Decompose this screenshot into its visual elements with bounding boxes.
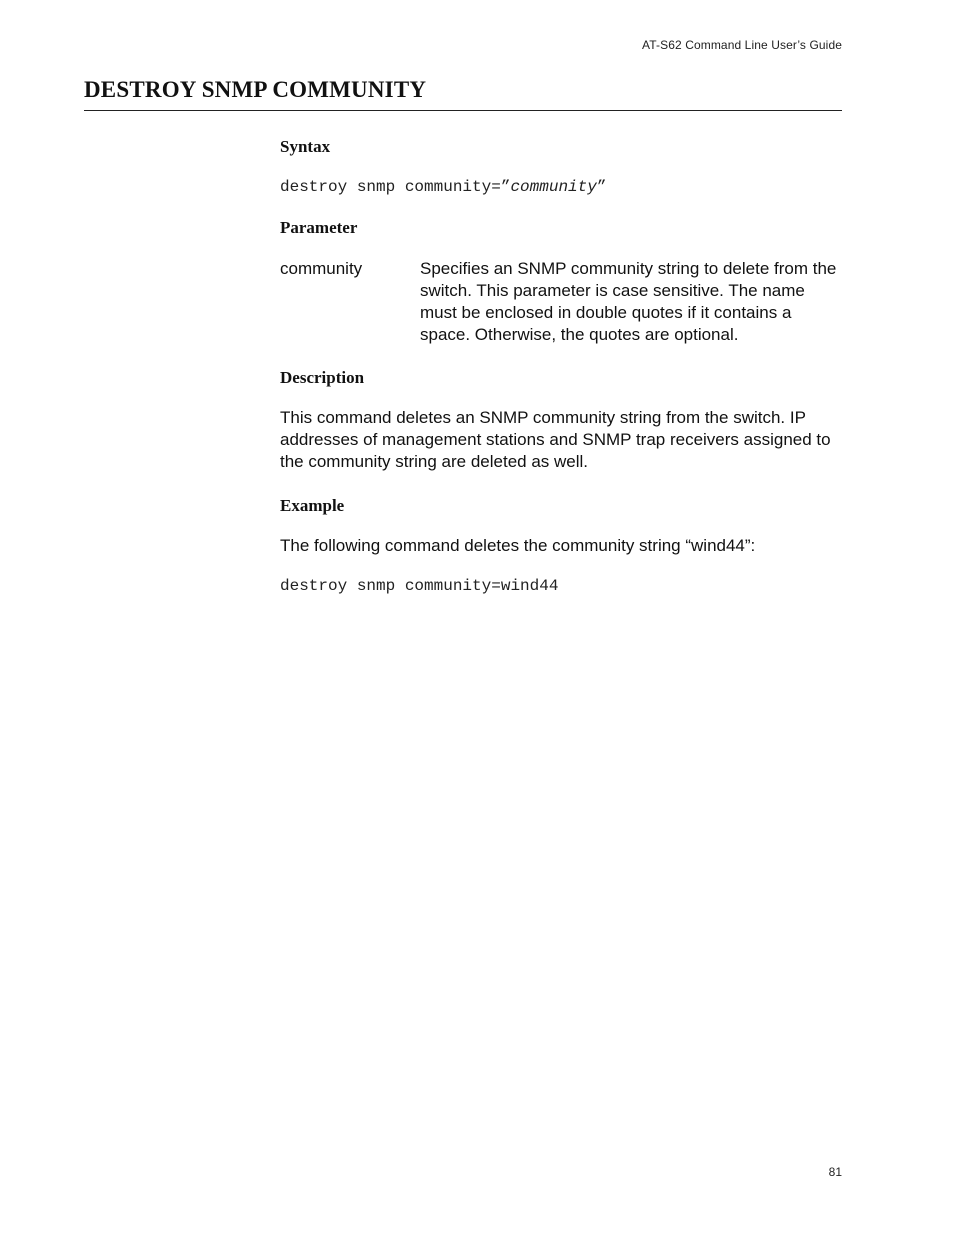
syntax-heading: Syntax — [280, 137, 331, 156]
syntax-command-suffix: ” — [596, 178, 607, 196]
syntax-command — [280, 178, 606, 196]
example-intro: The following command deletes the community string “wind44”: — [280, 536, 756, 555]
example-heading: Example — [280, 496, 345, 515]
description-text: This command deletes an SNMP community string from the switch. IP addresses of management stations and SNMP trap receivers assigned to the community string are deleted as well. — [280, 408, 831, 471]
syntax-command-variable: community — [510, 178, 597, 196]
page-number: 81 — [828, 1165, 842, 1179]
parameter-description: Specifies an SNMP community string to delete from the switch. This parameter is case sensitive. The name must be enclosed in double quotes if it contains a space. Otherwise, the quotes are optional. — [420, 259, 837, 344]
syntax-command-prefix: destroy snmp community=” — [280, 178, 511, 196]
page-title: DESTROY SNMP COMMUNITY — [84, 77, 427, 102]
running-header: AT-S62 Command Line User’s Guide — [642, 38, 842, 52]
parameter-heading: Parameter — [280, 218, 358, 237]
example-command: destroy snmp community=wind44 — [280, 577, 559, 595]
description-heading: Description — [280, 368, 365, 387]
parameter-name: community — [280, 259, 363, 278]
title-rule — [84, 110, 842, 111]
